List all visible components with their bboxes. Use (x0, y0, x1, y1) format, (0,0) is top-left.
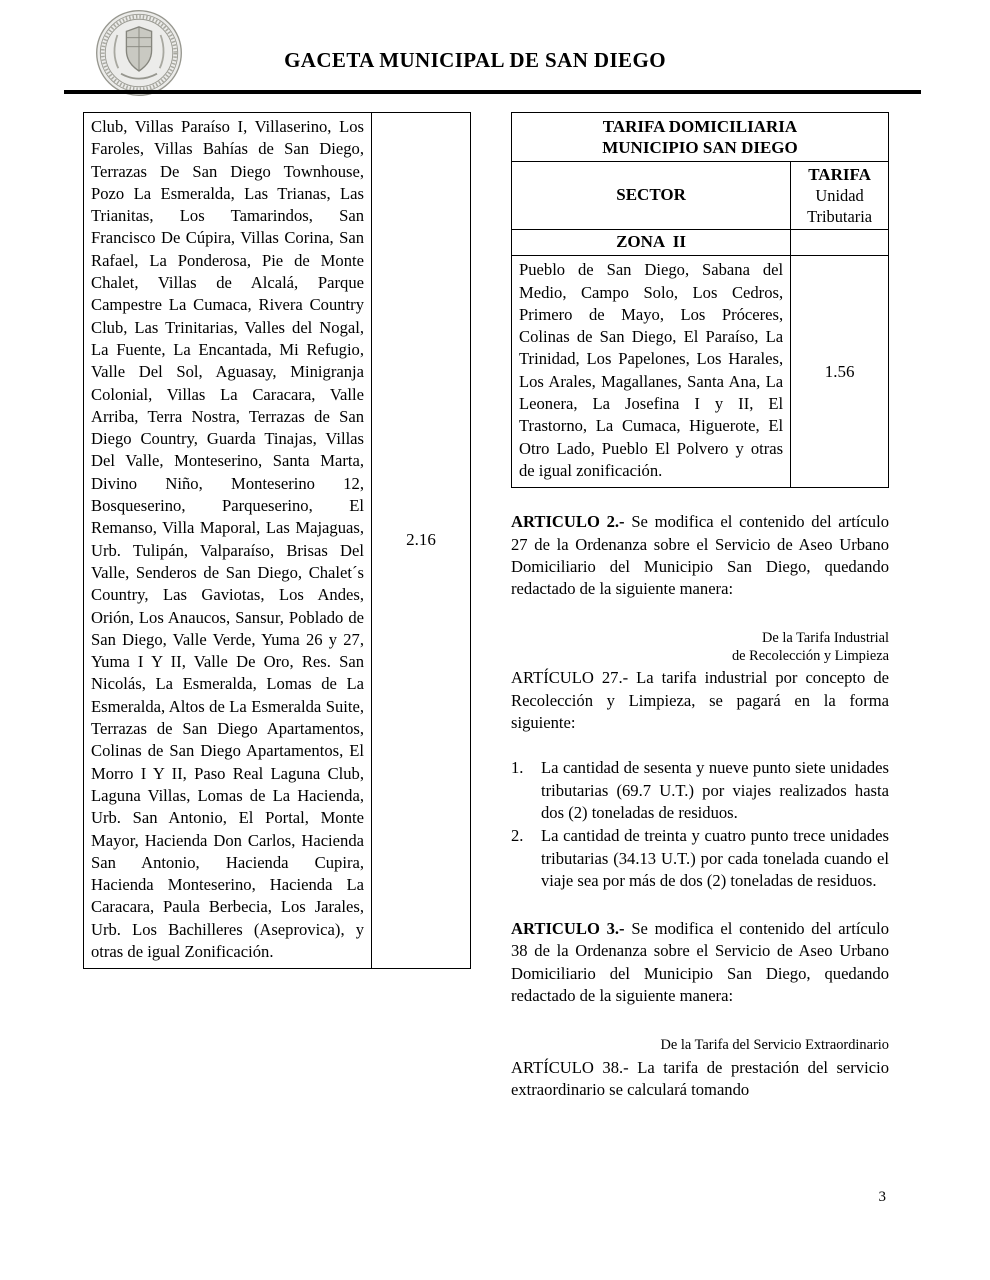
zona-label-cell: ZONA II (512, 230, 791, 256)
article-2-paragraph: ARTICULO 2.- Se modifica el contenido del artículo 27 de la Ordenanza sobre el Servicio de Aseo Urbano Domiciliario del Municipio San Diego, quedando redactado de la siguiente manera: (511, 512, 889, 599)
tarifa-domiciliaria-table (511, 112, 889, 488)
article-3-label: ARTICULO 3.- (511, 919, 625, 939)
tarifa-header-line2: Unidad (815, 186, 864, 205)
list-item (511, 825, 889, 892)
left-column (83, 112, 471, 1101)
table-title-line1: TARIFA DOMICILIARIA (602, 117, 798, 136)
table-row (512, 230, 889, 256)
extraordinary-service-subtitle: De la Tarifa del Servicio Extraordinario (660, 1037, 889, 1054)
numbered-list (511, 757, 889, 892)
industrial-tariff-subtitle: De la Tarifa Industrial de Recolección y Limpieza (731, 630, 889, 664)
header-rule (64, 90, 921, 94)
right-column (511, 112, 889, 1101)
table-title-line2: MUNICIPIO SAN DIEGO (602, 138, 798, 157)
page-title: GACETA MUNICIPAL DE SAN DIEGO (284, 48, 666, 72)
table-row (512, 162, 889, 230)
column-header-sector: SECTOR (512, 162, 791, 230)
table-row (84, 113, 471, 969)
list-item (511, 757, 889, 824)
table-row (512, 256, 889, 488)
tarifa-header-line1: TARIFA (808, 165, 871, 184)
sector-list-cell: Club, Villas Paraíso I, Villaserino, Los Faroles, Villas Bahías de San Diego, Terrazas De San Diego Townhouse, Pozo La Esmeralda, Las Trianas, Las Trianitas, Los Tamarindos, San Francisco De Cúpira, Villas Corina, San Rafael, La Ponderosa, Pie de Monte Chalet, Villas de Alcalá, Parque Campestre La Cumaca, Rivera Country Club, Las Trinitarias, Valles del Nogal, La Fuente, La Encantada, Mi Refugio, Valle Del Sol, Aguasay, Minigranja Colonial, Villas La Caracara, Valle Arriba, Terra Nostra, Terrazas de San Diego Country, Guarda Tinajas, Villas Del Valle, Monteserino, Santa Marta, Divino Niño, Monteserino 12, Bosqueserino, Parqueserino, El Remanso, Villa Maporal, Las Majaguas, Urb. Tulipán, Valparaíso, Brisas Del Valle, Senderos de San Diego, Chalet´s Country, Las Gaviotas, Los Andes, Orión, Los Anaucos, Sansur, Poblado de San Diego, Valle Verde, Yuma 26 y 27, Yuma I Y II, Valle De Oro, Res. San Nicolás, La Esmeralda, Lomas de La Esmeralda, Altos de La Esmeralda Suite, Terrazas de San Diego Apartamentos, Colinas de San Diego Apartamentos, El Morro I Y II, Paso Real Laguna Club, Laguna Villas, Lomas de La Hacienda, Urb. San Antonio, El Portal, Monte Mayor, Hacienda Don Carlos, Hacienda San Antonio, Hacienda Cupira, Hacienda Monteserino, Hacienda La Caracara, Paula Berbecia, Los Jarales, Urb. Los Bachilleres (Aseprovica), y otras de igual Zonificación. (84, 113, 372, 969)
tarifa-value-cell: 1.56 (791, 256, 889, 488)
tarifa-header-line3: Tributaria (807, 207, 873, 226)
page-number: 3 (878, 1189, 886, 1205)
main-content (83, 112, 889, 1101)
article-2-label: ARTICULO 2.- (511, 512, 625, 532)
tarifa-value-cell: 2.16 (372, 113, 471, 969)
list-item-text: La cantidad de sesenta y nueve punto siete unidades tributarias (69.7 U.T.) por viajes realizados hasta dos (2) toneladas de residuos. (541, 758, 889, 822)
table-row (512, 113, 889, 162)
table-title-cell (512, 113, 889, 162)
column-header-tarifa (791, 162, 889, 230)
article-3-paragraph: ARTICULO 3.- Se modifica el contenido del artículo 38 de la Ordenanza sobre el Servicio de Aseo Urbano Domiciliario del Municipio San Diego, quedando redactado de la siguiente manera: (511, 919, 889, 1006)
zone-one-table (83, 112, 471, 969)
list-item-number: 1. (511, 758, 524, 778)
list-item-number: 2. (511, 826, 524, 846)
sector-list-cell: Pueblo de San Diego, Sabana del Medio, Campo Solo, Los Cedros, Primero de Mayo, Los Próceres, Colinas de San Diego, El Paraíso, La Trinidad, Los Papelones, Los Harales, Los Arales, Magallanes, Santa Ana, La Leonera, La Josefina I y II, El Trastorno, La Cumaca, Higuerote, El Otro Lado, Pueblo El Polvero y otras de igual zonificación. (512, 256, 791, 488)
article-38-paragraph: ARTÍCULO 38.- La tarifa de prestación del servicio extraordinario se calculará tomando (511, 1057, 889, 1100)
article-27-paragraph: ARTÍCULO 27.- La tarifa industrial por concepto de Recolección y Limpieza, se pagará en la forma siguiente: (511, 668, 889, 733)
list-item-text: La cantidad de treinta y cuatro punto trece unidades tributarias (34.13 U.T.) por cada tonelada cuando el viaje sea por más de dos (2) toneladas de residuos. (541, 826, 889, 890)
zona-empty-cell (791, 230, 889, 256)
